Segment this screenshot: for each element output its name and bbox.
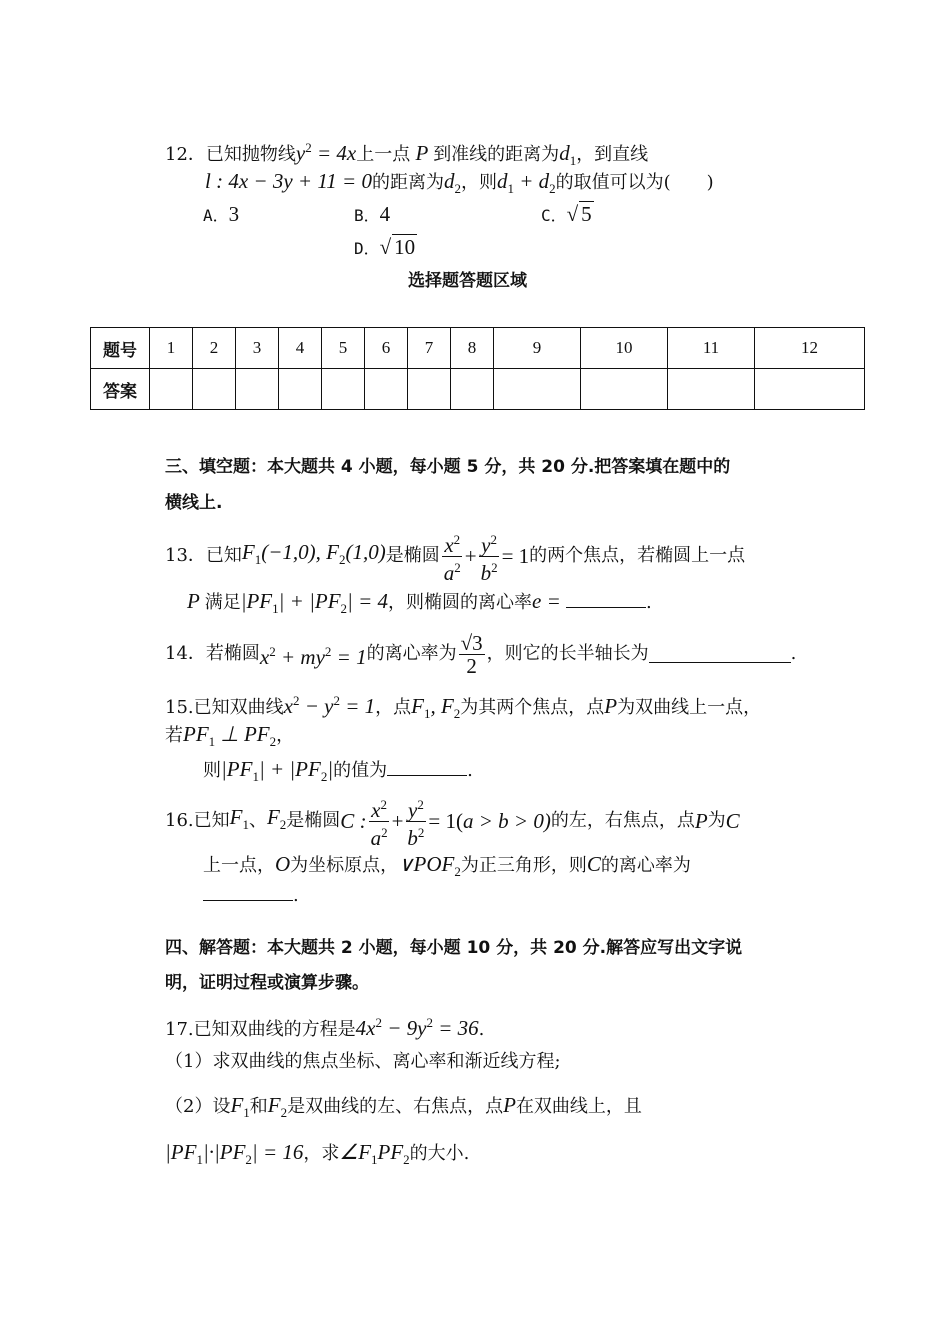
answer-table-answer-row: [91, 369, 865, 410]
answer-cell[interactable]: [193, 369, 236, 410]
q12-option-d: D．√ 10: [354, 235, 416, 259]
answer-cell[interactable]: [451, 369, 494, 410]
question-number: 9: [494, 328, 581, 369]
q12-line1: 12．已知抛物线$y^2 = 4x$上一点 P 到准线的距离为$d_1$，到直线: [165, 140, 649, 169]
answer-cell[interactable]: [755, 369, 865, 410]
question-number: 7: [408, 328, 451, 369]
number-row-label: 题号: [91, 328, 150, 369]
q17-line1: 17.已知双曲线的方程是$4x^2 - 9y^2 = 36$.: [165, 1015, 485, 1040]
section4-heading-cont: 明，证明过程或演算步骤。: [165, 973, 369, 993]
answer-cell[interactable]: [668, 369, 755, 410]
section3-heading: 三、填空题：本大题共 4 小题，每小题 5 分，共 20 分.把答案填在题中的: [165, 457, 731, 477]
question-number: 8: [451, 328, 494, 369]
question-number: 2: [193, 328, 236, 369]
q12-parabola: $y^2 = 4x$: [295, 140, 357, 165]
q17-part2-cont: $|PF_1|\cdot|PF_2| = 16$，求$\angle F_1PF_2$的大小.: [165, 1140, 470, 1168]
answer-row-label: 答案: [91, 369, 150, 410]
question-number: 5: [322, 328, 365, 369]
answer-cell[interactable]: [408, 369, 451, 410]
answer-cell[interactable]: [322, 369, 365, 410]
q13-answer-blank[interactable]: [566, 591, 646, 608]
answer-cell[interactable]: [150, 369, 193, 410]
answer-cell[interactable]: [365, 369, 408, 410]
q12-option-b: B．4: [354, 202, 391, 226]
question-number: 10: [581, 328, 668, 369]
question-number: 12: [755, 328, 865, 369]
question-number: 4: [279, 328, 322, 369]
q14-line: 14． 若椭圆 $x^2 + my^2 = 1$ 的离心率为 $\frac{√3}{2}$ ，则它的长半轴长为 .: [165, 630, 797, 678]
answer-cell[interactable]: [236, 369, 279, 410]
q15-answer-blank[interactable]: [387, 759, 467, 776]
q12-option-c: C．√ 5: [541, 202, 592, 226]
question-number: 6: [365, 328, 408, 369]
q17-part2: （2）设$F_1$和$F_2$是双曲线的左、右焦点，点P在双曲线上，且: [165, 1093, 642, 1121]
section3-heading-cont: 横线上.: [165, 493, 223, 513]
q12-line-eq: l : 4x − 3y + 11 = 0: [205, 169, 372, 193]
q12-line2: l : 4x − 3y + 11 = 0的距离为$d_2$，则$d_1 + d_2$的取值可以为( ): [205, 169, 714, 197]
q16-line3: .: [203, 884, 299, 908]
question-number: 11: [668, 328, 755, 369]
q15-line1: 15.已知双曲线$x^2 - y^2 = 1$，点$F_1$, $F_2$为其两个焦点，点P为双曲线上一点，: [165, 693, 762, 722]
q13-line2: P 满足$|PF_1| + |PF_2| = 4$，则椭圆的离心率e = .: [187, 589, 652, 617]
answer-table: [90, 327, 865, 410]
answer-area-title: 选择题答题区域: [408, 271, 527, 291]
question-number: 3: [236, 328, 279, 369]
answer-table-number-row: [91, 328, 865, 369]
q12-option-a: A．3: [203, 202, 240, 226]
q12-number: 12．: [165, 144, 206, 165]
q14-answer-blank[interactable]: [649, 646, 791, 663]
section4-heading: 四、解答题：本大题共 2 小题，每小题 10 分，共 20 分.解答应写出文字说: [165, 938, 743, 958]
q16-line1: 16. 已知 $F_1$ 、 $F_2$ 是椭圆 C : $\frac{x^2}{a^2}$ + $\frac{y^2}{b^2}$ = 1( a > b > 0) 的左，右焦点，点 P 为 C: [165, 795, 740, 847]
q15-line3: 则$|PF_1| + |PF_2|$的值为 .: [203, 757, 473, 785]
q17-part1: （1）求双曲线的焦点坐标、离心率和渐近线方程;: [165, 1051, 561, 1072]
q15-line2: 若$PF_1$ ⊥ $PF_2$，: [165, 722, 295, 750]
answer-cell[interactable]: [581, 369, 668, 410]
q16-line2: 上一点，O为坐标原点，$\vee POF_2$为正三角形，则C的离心率为: [203, 852, 691, 880]
answer-cell[interactable]: [494, 369, 581, 410]
q13-line1: 13． 已知 $F_1(-1,0)$, $F_2(1,0)$ 是椭圆 $\frac{x^2}{a^2}$ + $\frac{y^2}{b^2}$ = 1 的两个焦点，若椭圆上一点: [165, 530, 745, 582]
answer-cell[interactable]: [279, 369, 322, 410]
question-number: 1: [150, 328, 193, 369]
q16-answer-blank[interactable]: [203, 884, 293, 901]
